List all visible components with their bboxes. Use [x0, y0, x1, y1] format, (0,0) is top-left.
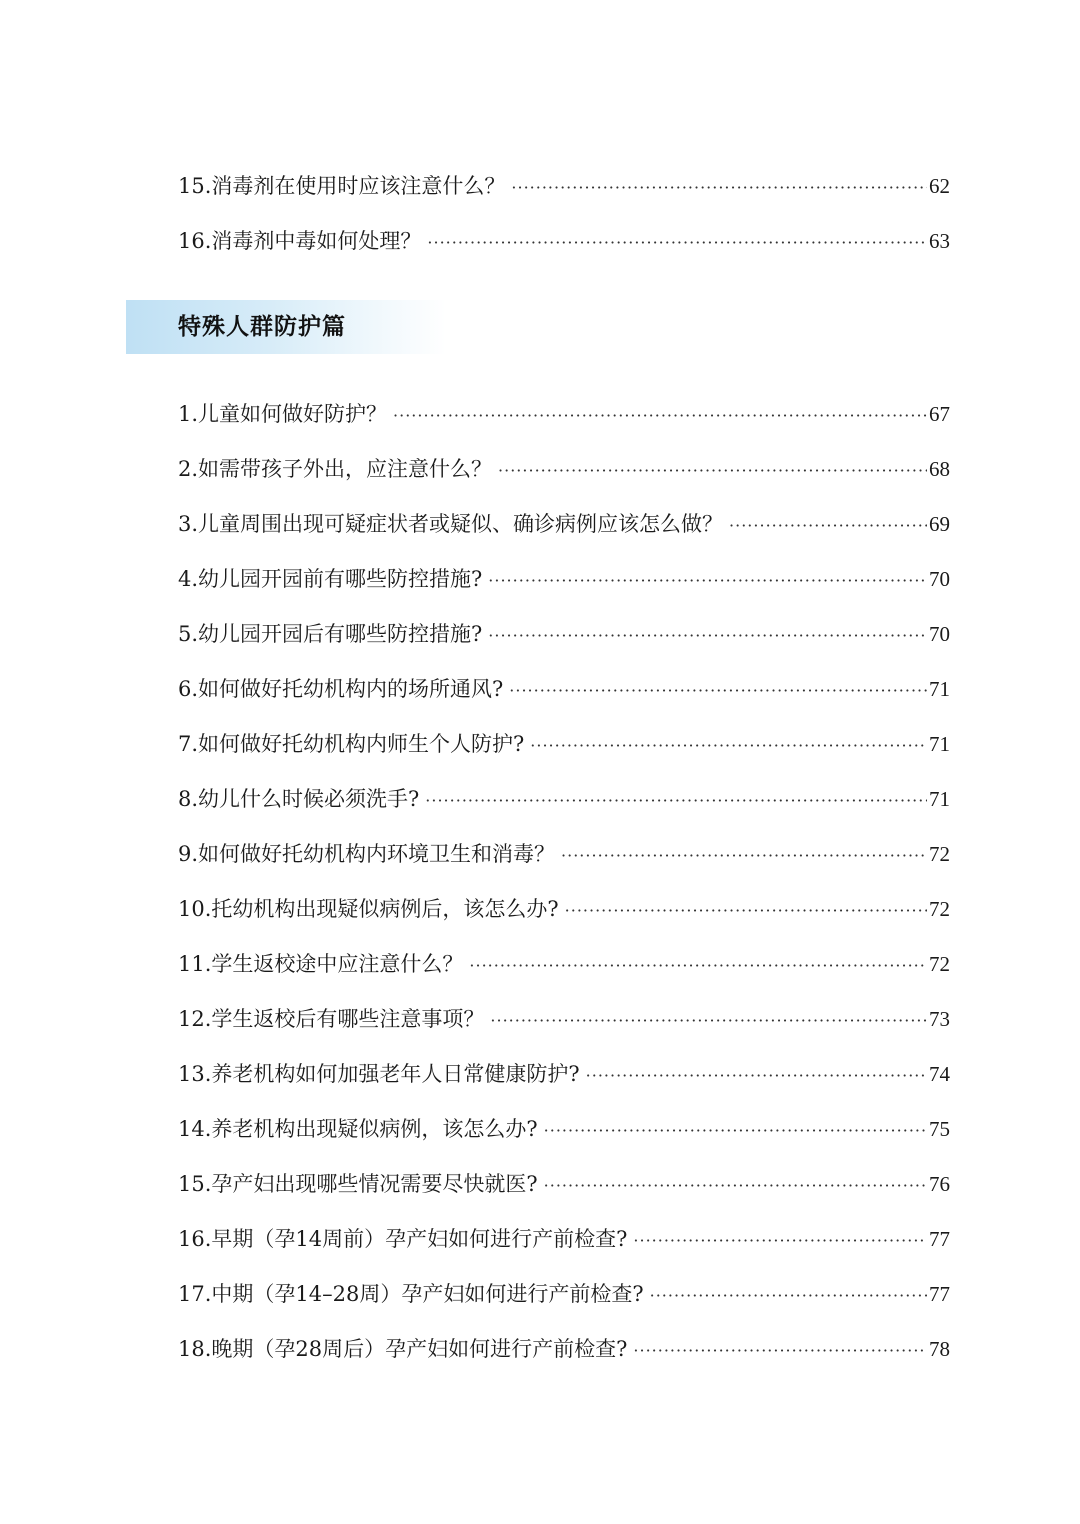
- toc-entry-title: 11.学生返校途中应注意什么？: [178, 952, 464, 976]
- toc-entry-1[interactable]: [178, 397, 950, 431]
- toc-entry-5[interactable]: [178, 617, 950, 651]
- toc-entry-page: 78: [929, 1337, 950, 1361]
- toc-entry-12[interactable]: [178, 1002, 950, 1036]
- toc-entry-3[interactable]: [178, 507, 950, 541]
- section-banner: [126, 300, 446, 354]
- toc-leader-dots: [565, 894, 927, 928]
- toc-entry-title: 4.幼儿园开园前有哪些防控措施?: [178, 567, 483, 591]
- toc-leader-dots: [509, 674, 927, 708]
- toc-entry-title: 16.消毒剂中毒如何处理？: [178, 229, 422, 253]
- toc-entry-title: 7.如何做好托幼机构内师生个人防护?: [178, 732, 525, 756]
- toc-entry-title: 8.幼儿什么时候必须洗手?: [178, 787, 420, 811]
- toc-entry-page: 77: [929, 1227, 950, 1251]
- toc-leader-dots: [530, 729, 927, 763]
- toc-entry-page: 75: [929, 1117, 950, 1141]
- toc-entry-title: 12.学生返校后有哪些注意事项？: [178, 1007, 485, 1031]
- toc-entry-4[interactable]: [178, 562, 950, 596]
- toc-entry-page: 62: [929, 174, 950, 198]
- toc-entry-page: 63: [929, 229, 950, 253]
- toc-leader-dots: [427, 226, 927, 260]
- toc-entry-prev-16[interactable]: [178, 224, 950, 258]
- toc-leader-dots: [488, 619, 927, 653]
- toc-entry-title: 17.中期（孕14–28周）孕产妇如何进行产前检查?: [178, 1282, 644, 1306]
- toc-entry-17[interactable]: [178, 1277, 950, 1311]
- toc-entry-11[interactable]: [178, 947, 950, 981]
- toc-leader-dots: [650, 1279, 927, 1313]
- toc-entry-title: 6.如何做好托幼机构内的场所通风?: [178, 677, 504, 701]
- toc-leader-dots: [729, 509, 927, 543]
- toc-entry-title: 15.消毒剂在使用时应该注意什么？: [178, 174, 506, 198]
- toc-leader-dots: [561, 839, 927, 873]
- toc-entry-title: 13.养老机构如何加强老年人日常健康防护?: [178, 1062, 580, 1086]
- toc-leader-dots: [633, 1334, 927, 1368]
- toc-entry-title: 1.儿童如何做好防护？: [178, 402, 388, 426]
- toc-leader-dots: [488, 564, 927, 598]
- toc-leader-dots: [633, 1224, 927, 1258]
- toc-entry-7[interactable]: [178, 727, 950, 761]
- toc-leader-dots: [544, 1114, 927, 1148]
- toc-leader-dots: [490, 1004, 927, 1038]
- section-title: 特殊人群防护篇: [178, 314, 346, 340]
- toc-entry-title: 16.早期（孕14周前）孕产妇如何进行产前检查?: [178, 1227, 628, 1251]
- toc-entry-page: 76: [929, 1172, 950, 1196]
- toc-entry-9[interactable]: [178, 837, 950, 871]
- toc-entry-page: 77: [929, 1282, 950, 1306]
- toc-entry-10[interactable]: [178, 892, 950, 926]
- toc-entry-page: 67: [929, 402, 950, 426]
- toc-entry-title: 5.幼儿园开园后有哪些防控措施?: [178, 622, 483, 646]
- toc-leader-dots: [544, 1169, 927, 1203]
- toc-entry-title: 3.儿童周围出现可疑症状者或疑似、确诊病例应该怎么做？: [178, 512, 724, 536]
- toc-entry-page: 70: [929, 567, 950, 591]
- toc-entry-page: 70: [929, 622, 950, 646]
- toc-entry-14[interactable]: [178, 1112, 950, 1146]
- toc-entry-page: 69: [929, 512, 950, 536]
- toc-entry-title: 9.如何做好托幼机构内环境卫生和消毒？: [178, 842, 556, 866]
- toc-entry-2[interactable]: [178, 452, 950, 486]
- toc-entry-6[interactable]: [178, 672, 950, 706]
- toc-entry-prev-15[interactable]: [178, 169, 950, 203]
- toc-entry-title: 14.养老机构出现疑似病例，该怎么办?: [178, 1117, 538, 1141]
- toc-entry-page: 72: [929, 952, 950, 976]
- toc-leader-dots: [469, 949, 927, 983]
- toc-leader-dots: [425, 784, 927, 818]
- toc-entry-title: 15.孕产妇出现哪些情况需要尽快就医?: [178, 1172, 538, 1196]
- toc-entry-13[interactable]: [178, 1057, 950, 1091]
- toc-leader-dots: [498, 454, 927, 488]
- toc-entry-page: 68: [929, 457, 950, 481]
- toc-entry-page: 74: [929, 1062, 950, 1086]
- toc-entry-page: 72: [929, 842, 950, 866]
- toc-entry-16[interactable]: [178, 1222, 950, 1256]
- toc-entry-15[interactable]: [178, 1167, 950, 1201]
- toc-leader-dots: [586, 1059, 927, 1093]
- toc-leader-dots: [511, 171, 927, 205]
- toc-entry-title: 10.托幼机构出现疑似病例后，该怎么办?: [178, 897, 559, 921]
- toc-entry-page: 71: [929, 787, 950, 811]
- toc-leader-dots: [393, 399, 927, 433]
- toc-entry-page: 73: [929, 1007, 950, 1031]
- toc-entry-8[interactable]: [178, 782, 950, 816]
- toc-entry-title: 2.如需带孩子外出，应注意什么？: [178, 457, 493, 481]
- toc-entry-page: 72: [929, 897, 950, 921]
- toc-entry-page: 71: [929, 732, 950, 756]
- toc-entry-18[interactable]: [178, 1332, 950, 1366]
- toc-entry-page: 71: [929, 677, 950, 701]
- toc-entry-title: 18.晚期（孕28周后）孕产妇如何进行产前检查?: [178, 1337, 628, 1361]
